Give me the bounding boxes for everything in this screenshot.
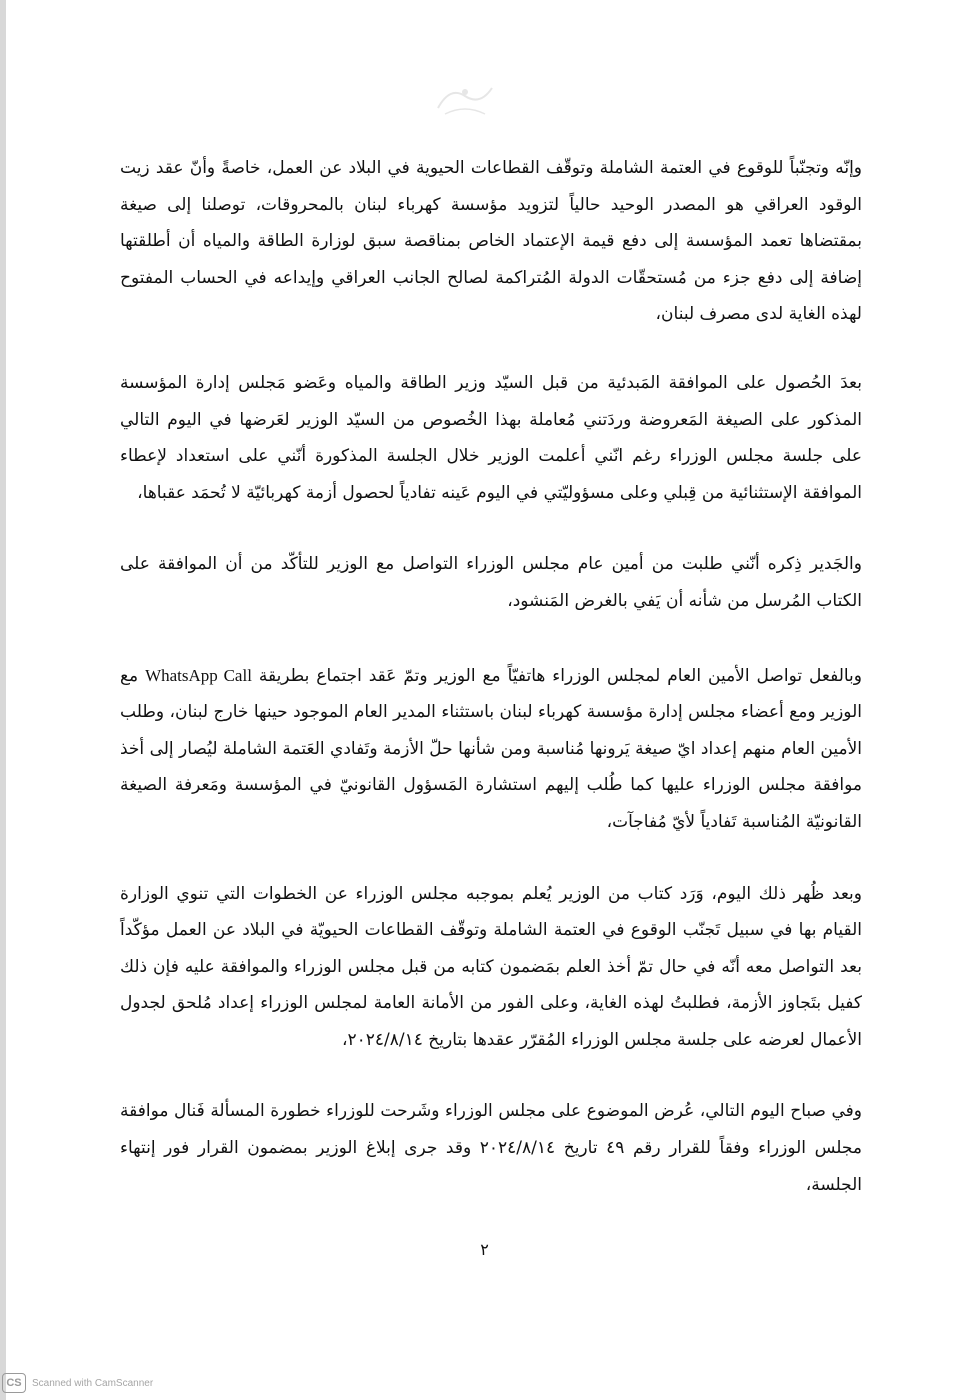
paragraph-5: وبعد ظُهر ذلك اليوم، وَرَد كتاب من الوزير يُعلم بموجبه مجلس الوزراء عن الخطوات التي تنوي الوزارة القيام بها في سبيل تَجنّب الوقوع في العتمة الشاملة وتوقّف القطاعات الحيويّة في البلاد عن العمل مؤكّداً بعد التواصل معه أنّه في حال تمّ أخذ العلم بمَضمون كتابه من قبل مجلس الوزراء والموافقة عليه فإن ذلك كفيل بتَجاوز الأزمة، فطلبتُ لهذه الغاية، وعلى الفور من الأمانة العامة لمجلس الوزراء إعداد مُلحق لجدول الأعمال لعرضه على جلسة مجلس الوزراء المُقرّر عقدها بتاريخ ٢٠٢٤/٨/١٤،	[120, 883, 862, 1050]
paragraph-3: والجَدير ذِكره أنّني طلبت من أمين عام مجلس الوزراء التواصل مع الوزير للتأكّد من أن الموافقة على الكتاب المُرسل من شأنه أن يَفي بالغرض المَنشود،	[120, 554, 862, 611]
camscanner-footer	[2, 1369, 153, 1397]
paragraph-6: وفي صباح اليوم التالي، عُرض الموضوع على مجلس الوزراء وشَرحت للوزراء خطورة المسألة فَنال موافقة مجلس الوزراء وفقاً للقرار رقم ٤٩ تاريخ ٢٠٢٤/٨/١٤ وقد جرى إبلاغ الوزير بمضمون القرار فور إنتهاء الجلسة،	[120, 1101, 862, 1195]
paragraph-4	[120, 658, 862, 841]
paragraph-4-part-1: وبالفعل تواصل الأمين العام لمجلس الوزراء هاتفيّاً مع الوزير وتمّ عَقد اجتماع بطريقة	[251, 665, 862, 686]
paragraph-1: وإنّه وتجنّباً للوقوع في العتمة الشاملة وتوقّف القطاعات الحيوية في البلاد عن العمل، خاصةً وأنّ عقد زيت الوقود العراقي هو المصدر الوحيد حالياً لتزويد مؤسسة كهرباء لبنان بالمحروقات، توصلنا إلى صيغة بمقتضاها تعمد المؤسسة إلى دفع قيمة الإعتماد الخاص بمناقصة سبق لوزارة الطاقة والمياه أن أطلقتها إضافة إلى دفع جزء من مُستحقّات الدولة المُتراكمة لصالح الجانب العراقي وإيداعه في الحساب المفتوح لهذه الغاية لدى مصرف لبنان،	[120, 158, 862, 325]
page-number: ٢	[480, 1240, 489, 1259]
faint-letterhead-mark	[430, 78, 500, 120]
letter-body	[120, 150, 862, 1238]
camscanner-logo-icon: CS	[2, 1373, 26, 1393]
scanner-caption: Scanned with CamScanner	[32, 1377, 154, 1389]
paragraph-2: بعدَ الحُصول على الموافقة المَبدئية من قبل السيّد وزير الطاقة والمياه وعَضو مَجلس إدارة المؤسسة المذكور على الصيغة المَعروضة وردَتني مُعاملة بهذا الخُصوص من السيّد الوزير لعَرضها في اليوم التالي على جلسة مجلس الوزراء رغم انّني أعلمت الوزير خلال الجلسة المذكورة أنّني على استعداد لإعطاء الموافقة الإستثنائية من قِبلي وعلى مسؤوليّتي في اليوم عَينه تفادياً لحصول أزمة كهربائيّة لا تُحمَد عقباها،	[120, 372, 862, 503]
scan-page-edge	[0, 0, 6, 1400]
paragraph-4-part-2: مع الوزير ومع أعضاء مجلس إدارة مؤسسة كهرباء لبنان باستثناء المدير العام الموجود حينها خارج لبنان، وطلب الأمين العام منهم إعداد ايّ صيغة يَرونها مُناسبة ومن شأنها حلّ الأزمة وتَفادي العَتمة الشاملة ليُصار إلى أخذ موافقة مجلس الوزراء عليها كما طُلب إليهم استشارة المَسؤول القانونيّ في المؤسسة ومَعرفة الصيغة القانونيّة المُناسبة تَفادياً لأيّ مُفاجآت،	[120, 665, 862, 832]
whatsapp-call-term: WhatsApp Call	[145, 665, 252, 685]
